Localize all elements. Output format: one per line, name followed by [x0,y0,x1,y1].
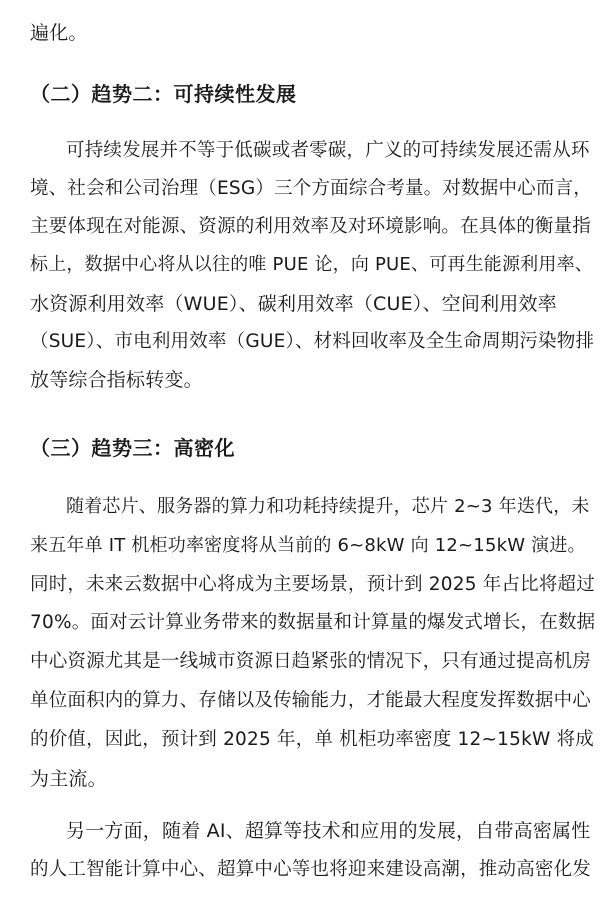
section2-line: 放等综合指标转变。 [30,369,203,391]
section3-para1-line: 为主流。 [30,768,107,790]
section2-line: （SUE）、市电利用效率（GUE）、材料回收率及全生命周期污染物排 [30,331,595,352]
section2-line: 标上，数据中心将从以往的唯 PUE 论，向 PUE、可再生能源利用率、 [30,254,593,275]
section2-line: 境、社会和公司治理（ESG）三个方面综合考量。对数据中心而言， [30,178,592,199]
section3-para1-line: 的价值，因此，预计到 2025 年，单 机柜功率密度 12~15kW 将成 [30,729,594,750]
intro-tail-text: 遍化。 [30,22,88,44]
section2-line: 可持续发展并不等于低碳或者零碳，广义的可持续发展还需从环 [66,140,590,161]
section3-para2-line: 另一方面，随着 AI、超算等技术和应用的发展，自带高密属性 [66,820,591,842]
section3-para1-line: 来五年单 IT 机柜功率密度将从当前的 6~8kW 向 12~15kW 演进。 [30,535,586,556]
section3-heading: （三）趋势三：高密化 [30,436,235,460]
section3-para1-line: 随着芯片、服务器的算力和功耗持续提升，芯片 2~3 年迭代，未 [66,496,590,517]
section3-para1-line: 同时，未来云数据中心将成为主要场景，预计到 2025 年占比将超过 [30,574,595,595]
section3-para1-line: 70%。面对云计算业务带来的数据量和计算量的爆发式增长，在数据 [30,612,596,633]
section2-line: 水资源利用效率（WUE）、碳利用效率（CUE）、空间利用效率 [30,293,557,315]
section3-para2-line: 的人工智能计算中心、超算中心等也将迎来建设高潮，推动高密化发 [30,859,592,880]
section2-heading: （二）趋势二：可持续性发展 [30,82,297,106]
section3-para1-line: 中心资源尤其是一线城市资源日趋紧张的情况下，只有通过提高机房 [30,651,592,672]
section3-para1-line: 单位面积内的算力、存储以及传输能力，才能最大程度发挥数据中心 [30,690,592,711]
section2-line: 主要体现在对能源、资源的利用效率及对环境影响。在具体的衡量指 [30,216,592,237]
